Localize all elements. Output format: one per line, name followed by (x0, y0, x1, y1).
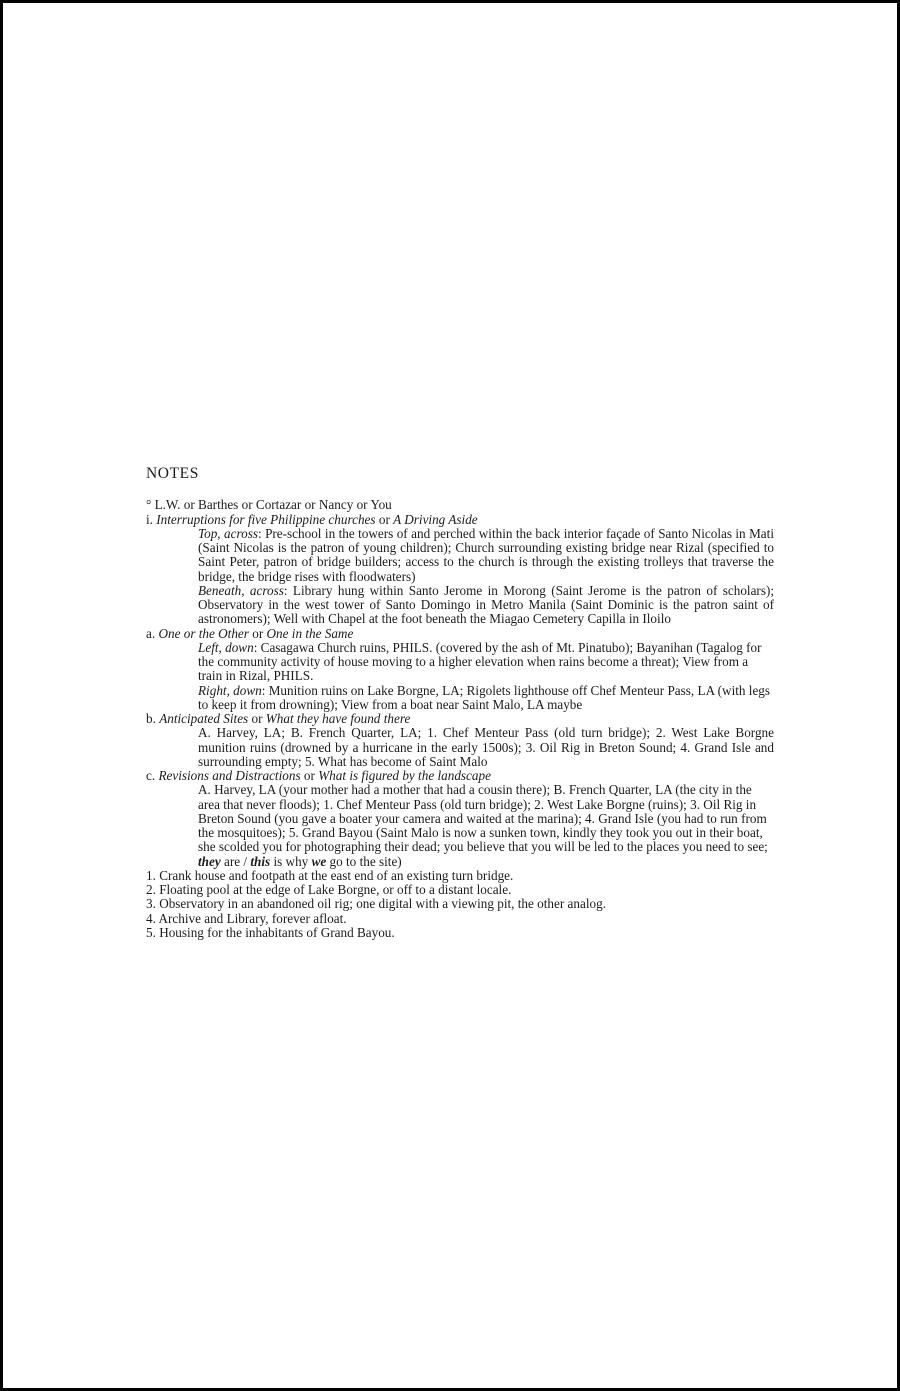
note-text-segment: are / (220, 853, 251, 869)
note-text-segment: i. (146, 511, 157, 527)
note-text-segment: go to the site) (326, 853, 402, 869)
note-text-segment: or (248, 625, 267, 641)
note-text-segment: What is figured by the landscape (318, 768, 491, 783)
note-text-segment: is why (270, 853, 312, 869)
note-text-segment: Left, down (198, 639, 254, 655)
note-text-segment: : Pre-school in the towers of and perched within the back interior façade of Santo Nicolas in Mati (Saint Nicolas is the patron of young children); Church surrounding existing bridge near Rizal (specified to Saint Peter, patron of bridge builders; access to the church is through the existing trolleys that traverse the bridge, the bridge rises with floodwaters) (198, 525, 774, 584)
note-line (146, 897, 774, 911)
notes-section (146, 467, 774, 940)
note-text-segment: or (300, 768, 319, 783)
note-text-segment: 2. Floating pool at the edge of Lake Borgne, or off to a distant locale. (146, 882, 512, 897)
note-text-segment: c. (146, 768, 159, 783)
note-text-segment: A. Harvey, LA (your mother had a mother that had a cousin there); B. French Quarter, LA (the city in the area that never floods); 1. Chef Menteur Pass (old turn bridge); 2. West Lake Borgne (ruins); 3. Oil Rig in Breton Sound (you gave a boater your camera and waited at the marina); 4. Grand Isle (you had to run from the mosquitoes); 5. Grand Bayou (Saint Malo is now a sunken town, kindly they took you out in their boat, she scolded you for photographing their dead; you believe that you will be led to the places you need to see; (198, 782, 768, 855)
note-text-segment: Beneath, across (198, 582, 284, 598)
note-text-segment: or (248, 711, 266, 726)
note-text-segment: Anticipated Sites (159, 711, 249, 726)
note-line (146, 627, 774, 641)
note-line (146, 883, 774, 897)
note-text-segment: or (375, 511, 394, 527)
note-text-segment: A. Harvey, LA; B. French Quarter, LA; 1. Chef Menteur Pass (old turn bridge); 2. West Lake Borgne munition ruins (drowned by a hurricane in the early 1500s); 3. Oil Rig in Breton Sound; 4. Grand Isle and surrounding empty; 5. What has become of Saint Malo (198, 725, 774, 769)
note-line (146, 641, 774, 684)
note-line (146, 726, 774, 769)
note-text-segment: What they have found there (265, 711, 411, 726)
note-line (146, 869, 774, 883)
note-line (146, 769, 774, 783)
note-line (146, 912, 774, 926)
note-text-segment: they (198, 853, 221, 869)
note-text-segment: Top, across (198, 525, 258, 541)
note-line (146, 527, 774, 584)
note-line (146, 513, 774, 527)
page-title: NOTES (146, 465, 199, 482)
note-line (146, 584, 774, 627)
note-line (146, 783, 774, 869)
note-text-segment: : Casagawa Church ruins, PHILS. (covered by the ash of Mt. Pinatubo); Bayanihan (Tagalog for the community activity of house moving to a higher elevation when rains become a threat); View from a train in Rizal, PHILS. (198, 639, 762, 684)
note-text-segment: Right, down (198, 682, 262, 698)
note-text-segment: this (250, 853, 271, 869)
note-text-segment: Interruptions for five Philippine churches (156, 511, 376, 527)
note-text-segment: 1. Crank house and footpath at the east end of an existing turn bridge. (146, 867, 514, 883)
note-line (146, 684, 774, 713)
note-text-segment: One in the Same (266, 625, 354, 641)
note-text-segment: 5. Housing for the inhabitants of Grand Bayou. (146, 924, 395, 940)
note-text-segment: b. (146, 711, 160, 726)
notes-list (146, 498, 774, 940)
note-text-segment: One or the Other (158, 625, 249, 641)
note-text-segment: : Library hung within Santo Jerome in Morong (Saint Jerome is the patron of scholars); Observatory in the west tower of Santo Domingo in Metro Manila (Saint Dominic is the patron saint of astronomers); Well with Chapel at the foot beneath the Miagao Cemetery Capilla in Iloilo (198, 582, 775, 627)
note-line (146, 926, 774, 940)
note-text-segment: a. (146, 625, 159, 641)
note-text-segment: 4. Archive and Library, forever afloat. (146, 910, 347, 926)
note-text-segment: we (311, 853, 327, 869)
note-text-segment: : Munition ruins on Lake Borgne, LA; Rigolets lighthouse off Chef Menteur Pass, LA (with legs to keep it from drowning); View from a boat near Saint Malo, LA maybe (198, 682, 771, 712)
note-text-segment: 3. Observatory in an abandoned oil rig; one digital with a viewing pit, the other analog. (146, 896, 606, 912)
note-text-segment: A Driving Aside (393, 511, 478, 527)
note-line (146, 712, 774, 726)
note-line (146, 498, 774, 512)
note-text-segment: Revisions and Distractions (158, 768, 301, 783)
note-text-segment: ° L.W. or Barthes or Cortazar or Nancy or You (146, 497, 392, 513)
